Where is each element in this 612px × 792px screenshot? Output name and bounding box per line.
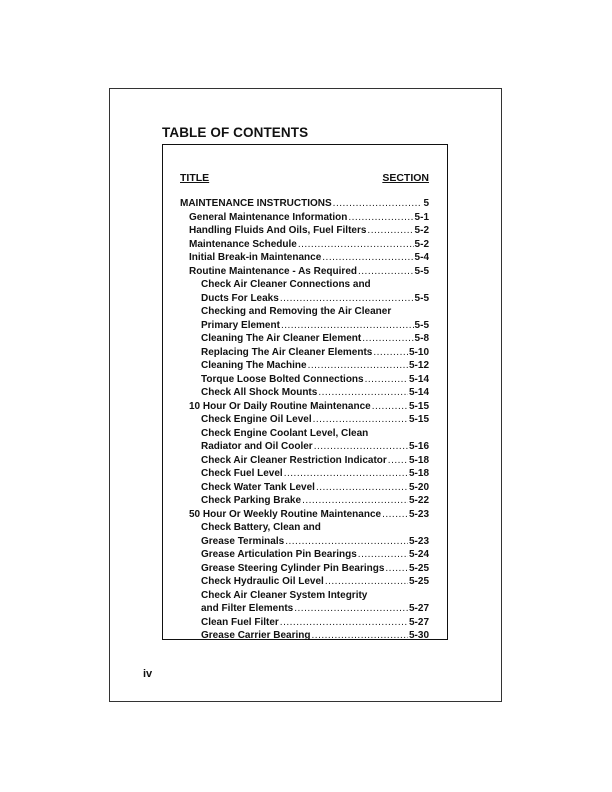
page-number: iv [143, 668, 153, 680]
toc-list [180, 197, 429, 643]
toc-entry-section: 5-27 [408, 616, 429, 628]
toc-entry-section: 5-14 [408, 373, 429, 385]
toc-entry-section: 5-15 [408, 400, 429, 412]
toc-entry-title: Initial Break-in Maintenance [189, 252, 322, 263]
toc-entry-title: Maintenance Schedule [189, 238, 297, 250]
dot-leader [285, 535, 408, 549]
toc-entry[interactable] [180, 238, 429, 252]
toc-entry-title: Check Air Cleaner Restriction Indicator [201, 454, 387, 466]
toc-entry[interactable] [180, 440, 429, 454]
toc-entry-section: 5-23 [408, 508, 429, 520]
toc-entry[interactable] [180, 386, 429, 400]
toc-entry-section: 5 [423, 198, 429, 209]
toc-entry[interactable] [180, 373, 429, 387]
toc-entry-title: Grease Steering Cylinder Pin Bearings [201, 562, 385, 574]
toc-entry-title: 50 Hour Or Weekly Routine Maintenance [189, 508, 382, 520]
column-header-section: SECTION [382, 172, 429, 184]
toc-entry-title: Grease Terminals [201, 535, 285, 547]
dot-leader [280, 616, 408, 630]
toc-entry-section: 5-5 [414, 265, 429, 277]
toc-entry-title: Check All Shock Mounts [201, 387, 318, 398]
toc-entry[interactable] [180, 575, 429, 589]
toc-entry-section: 5-20 [408, 481, 429, 493]
toc-entry[interactable] [180, 319, 429, 333]
toc-entry-title: Radiator and Oil Cooler [201, 441, 313, 452]
toc-entry[interactable] [180, 292, 429, 306]
toc-entry-section: 5-25 [408, 562, 429, 574]
toc-entry-section: 5-23 [408, 535, 429, 547]
toc-entry[interactable] [180, 508, 429, 522]
toc-entry-title: Routine Maintenance - As Required [189, 265, 357, 277]
dot-leader [382, 508, 408, 522]
toc-entry[interactable] [180, 265, 429, 279]
toc-entry-title: 10 Hour Or Daily Routine Maintenance [189, 400, 371, 412]
toc-entry-title: Check Water Tank Level [201, 481, 315, 493]
toc-entry-section: 5-2 [414, 238, 429, 250]
dot-leader [385, 562, 408, 576]
toc-entry[interactable] [180, 224, 429, 238]
toc-entry[interactable] [180, 305, 429, 319]
toc-entry-title: Grease Articulation Pin Bearings [201, 549, 357, 560]
toc-entry-title: Handling Fluids And Oils, Fuel Filters [189, 225, 367, 236]
toc-entry[interactable] [180, 346, 429, 360]
dot-leader [316, 481, 408, 495]
toc-entry[interactable] [180, 413, 429, 427]
dot-leader [373, 346, 408, 360]
toc-entry-section: 5-10 [408, 346, 429, 358]
toc-entry[interactable] [180, 616, 429, 630]
toc-entry-section: 5-22 [408, 495, 429, 506]
toc-entry-section: 5-14 [408, 387, 429, 398]
toc-entry[interactable] [180, 494, 429, 508]
toc-entry-title: Clean Fuel Filter [201, 616, 279, 628]
toc-entry-title: Checking and Removing the Air Cleaner [201, 306, 392, 317]
toc-entry[interactable] [180, 629, 429, 643]
toc-entry[interactable] [180, 548, 429, 562]
toc-entry[interactable] [180, 278, 429, 292]
dot-leader [358, 548, 408, 562]
toc-entry[interactable] [180, 481, 429, 495]
toc-entry-title: Check Air Cleaner Connections and [201, 279, 371, 290]
dot-leader [280, 292, 414, 306]
toc-entry[interactable] [180, 562, 429, 576]
toc-entry-title: Check Parking Brake [201, 495, 302, 506]
dot-leader [333, 197, 423, 211]
toc-entry-section: 5-18 [408, 468, 429, 479]
dot-leader [358, 265, 414, 279]
toc-entry-section: 5-30 [408, 630, 429, 641]
toc-entry-section: 5-15 [408, 414, 429, 425]
toc-entry[interactable] [180, 197, 429, 211]
toc-entry-section: 5-27 [408, 603, 429, 614]
toc-entry[interactable] [180, 332, 429, 346]
toc-entry[interactable] [180, 467, 429, 481]
toc-entry-title: MAINTENANCE INSTRUCTIONS [180, 198, 332, 209]
toc-entry[interactable] [180, 251, 429, 265]
toc-entry-title: Grease Carrier Bearing [201, 630, 311, 641]
toc-entry-title: Check Engine Oil Level [201, 414, 312, 425]
dot-leader [318, 386, 408, 400]
toc-entry-section: 5-5 [414, 292, 429, 304]
toc-entry[interactable] [180, 602, 429, 616]
toc-entry-title: Torque Loose Bolted Connections [201, 373, 364, 385]
dot-leader [367, 224, 413, 238]
toc-entry-title: Ducts For Leaks [201, 292, 279, 304]
page-title: TABLE OF CONTENTS [162, 125, 309, 140]
toc-entry-section: 5-2 [414, 225, 429, 236]
toc-entry-section: 5-8 [414, 333, 429, 344]
toc-entry-title: Check Fuel Level [201, 468, 283, 479]
dot-leader [314, 440, 408, 454]
toc-entry-section: 5-25 [408, 576, 429, 587]
toc-entry-section: 5-16 [408, 441, 429, 452]
toc-entry[interactable] [180, 427, 429, 441]
toc-entry[interactable] [180, 359, 429, 373]
dot-leader [298, 238, 414, 252]
dot-leader [348, 211, 413, 225]
dot-leader [322, 251, 413, 265]
toc-entry-title: Cleaning The Air Cleaner Element [201, 333, 362, 344]
toc-entry[interactable] [180, 589, 429, 603]
dot-leader [372, 400, 408, 414]
dot-leader [325, 575, 408, 589]
dot-leader [362, 332, 413, 346]
toc-entry-title: General Maintenance Information [189, 211, 348, 223]
toc-entry-title: Replacing The Air Cleaner Elements [201, 346, 373, 358]
toc-entry-title: and Filter Elements [201, 603, 294, 614]
toc-entry[interactable] [180, 535, 429, 549]
toc-entry[interactable] [180, 454, 429, 468]
toc-entry-title: Primary Element [201, 319, 280, 331]
dot-leader [313, 413, 408, 427]
dot-leader [388, 454, 408, 468]
toc-entry[interactable] [180, 400, 429, 414]
toc-entry-section: 5-4 [414, 252, 429, 263]
column-header-title: TITLE [180, 172, 210, 184]
dot-leader [281, 319, 414, 333]
toc-entry-section: 5-1 [414, 211, 429, 223]
toc-entry-section: 5-5 [414, 319, 429, 331]
toc-entry-title: Cleaning The Machine [201, 360, 307, 371]
toc-entry[interactable] [180, 211, 429, 225]
dot-leader [284, 467, 408, 481]
dot-leader [294, 602, 408, 616]
toc-entry-section: 5-18 [408, 454, 429, 466]
dot-leader [302, 494, 408, 508]
toc-entry-title: Check Battery, Clean and [201, 522, 321, 533]
dot-leader [312, 629, 408, 643]
toc-entry-title: Check Hydraulic Oil Level [201, 576, 324, 587]
toc-entry-title: Check Engine Coolant Level, Clean [201, 427, 369, 439]
dot-leader [308, 359, 408, 373]
toc-entry-section: 5-24 [408, 549, 429, 560]
toc-entry-section: 5-12 [408, 360, 429, 371]
toc-entry-title: Check Air Cleaner System Integrity [201, 589, 368, 601]
toc-entry[interactable] [180, 521, 429, 535]
dot-leader [365, 373, 408, 387]
